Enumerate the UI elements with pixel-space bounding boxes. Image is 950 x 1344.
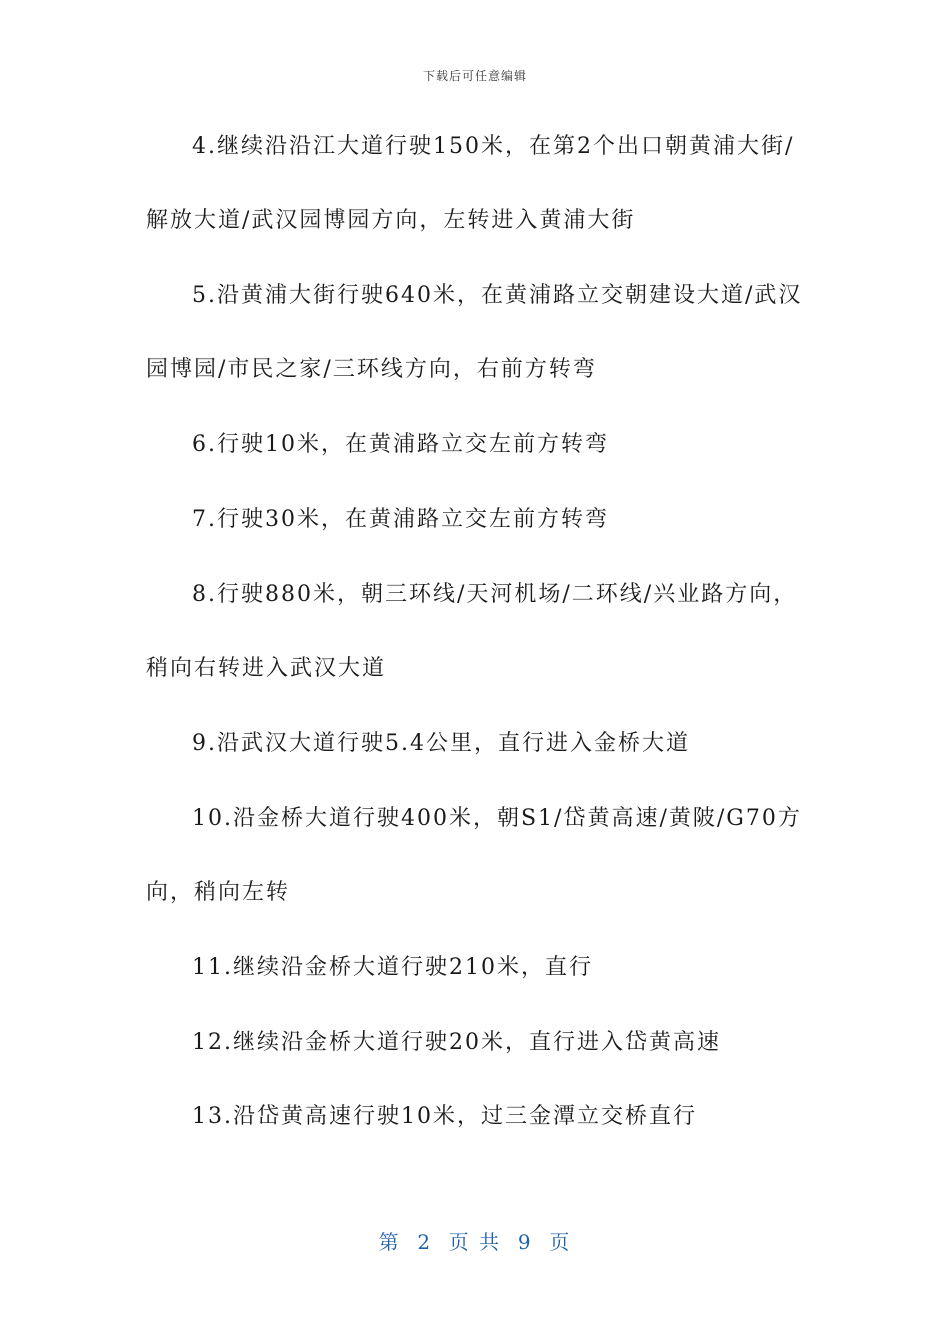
paragraph-line: 7.行驶30米，在黄浦路立交左前方转弯 <box>192 507 609 532</box>
paragraph-line: 稍向右转进入武汉大道 <box>146 656 387 681</box>
paragraph-line: 12.继续沿金桥大道行驶20米，直行进入岱黄高速 <box>192 1030 721 1055</box>
paragraph-line: 10.沿金桥大道行驶400米，朝S1/岱黄高速/黄陂/G70方 <box>192 806 802 831</box>
paragraph-line: 9.沿武汉大道行驶5.4公里，直行进入金桥大道 <box>192 731 690 756</box>
paragraph-line: 解放大道/武汉园博园方向，左转进入黄浦大街 <box>146 208 636 233</box>
paragraph-line: 11.继续沿金桥大道行驶210米，直行 <box>192 955 593 980</box>
paragraph-line: 园博园/市民之家/三环线方向，右前方转弯 <box>146 357 597 382</box>
header-note: 下载后可任意编辑 <box>422 69 527 83</box>
paragraph-line: 13.沿岱黄高速行驶10米，过三金潭立交桥直行 <box>192 1104 697 1129</box>
paragraph-line: 6.行驶10米，在黄浦路立交左前方转弯 <box>192 432 609 457</box>
paragraph-line: 5.沿黄浦大街行驶640米，在黄浦路立交朝建设大道/武汉 <box>192 283 803 308</box>
paragraph-line: 8.行驶880米，朝三环线/天河机场/二环线/兴业路方向， <box>192 582 798 607</box>
paragraph-line: 向，稍向左转 <box>146 880 291 905</box>
paragraph-line: 4.继续沿沿江大道行驶150米，在第2个出口朝黄浦大街/ <box>192 134 795 159</box>
page-indicator: 第 2 页 共 9 页 <box>378 1230 572 1254</box>
